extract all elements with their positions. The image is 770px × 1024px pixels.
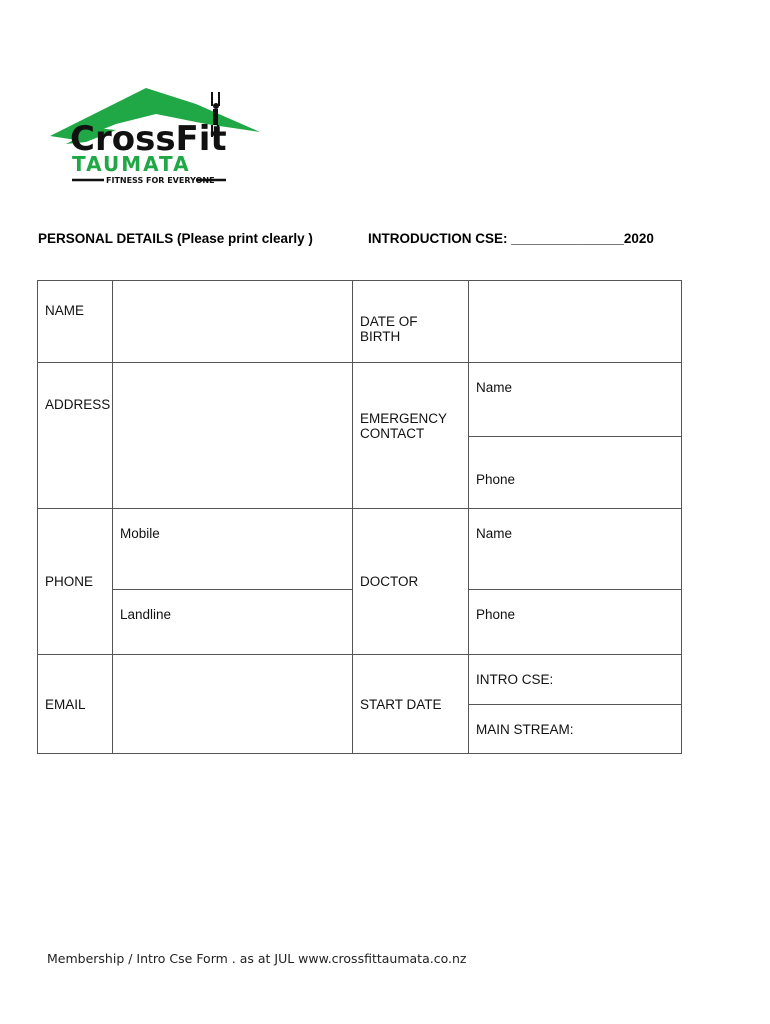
mobile-label: Mobile	[120, 526, 160, 541]
row-email-1	[38, 655, 682, 705]
logo-brand-line2: TAUMATA	[72, 152, 191, 176]
doctor-phone-label: Phone	[476, 607, 516, 622]
email-field[interactable]	[113, 655, 353, 754]
start-date-label: START DATE	[353, 655, 469, 754]
email-label: EMAIL	[38, 655, 113, 754]
intro-cse-label: INTRO CSE:	[476, 672, 554, 687]
introduction-cse-heading: INTRODUCTION CSE: _______________2020	[368, 231, 654, 246]
mobile-field[interactable]	[113, 509, 353, 590]
date-of-birth-label: DATE OF BIRTH	[353, 281, 469, 363]
logo-graphic	[46, 84, 266, 188]
landline-field[interactable]	[113, 590, 353, 655]
main-stream-label: MAIN STREAM:	[476, 721, 574, 737]
logo-brand-line1: CrossFit	[70, 119, 227, 159]
logo-tagline: FITNESS FOR EVERYONE	[106, 176, 215, 185]
emergency-phone-label: Phone	[476, 472, 516, 487]
address-label: ADDRESS	[45, 397, 111, 412]
emergency-name-field[interactable]	[469, 363, 682, 437]
footer-text: Membership / Intro Cse Form . as at JUL www.crossfittaumata.co.nz	[47, 951, 467, 966]
landline-label: Landline	[120, 607, 172, 622]
personal-details-heading: PERSONAL DETAILS (Please print clearly )	[38, 231, 313, 246]
row-phone-1	[38, 509, 682, 590]
name-label: NAME	[38, 281, 113, 363]
row-name	[38, 281, 682, 363]
doctor-label: DOCTOR	[353, 509, 469, 655]
emergency-phone-field[interactable]	[469, 437, 682, 509]
doctor-phone-field[interactable]	[469, 590, 682, 655]
address-label-cell	[38, 363, 113, 509]
date-of-birth-field[interactable]	[469, 281, 682, 363]
doctor-name-field[interactable]	[469, 509, 682, 590]
emergency-contact-label-cell	[353, 363, 469, 509]
main-stream-field[interactable]	[469, 705, 682, 754]
crossfit-taumata-logo	[46, 84, 266, 188]
intro-cse-field[interactable]	[469, 655, 682, 705]
personal-details-form	[37, 280, 682, 754]
row-address-1	[38, 363, 682, 437]
doctor-name-label: Name	[476, 526, 513, 541]
emergency-contact-label: EMERGENCY CONTACT	[360, 410, 447, 441]
emergency-name-label: Name	[476, 380, 513, 395]
phone-label: PHONE	[38, 509, 113, 655]
name-field[interactable]	[113, 281, 353, 363]
address-field[interactable]	[113, 363, 353, 509]
